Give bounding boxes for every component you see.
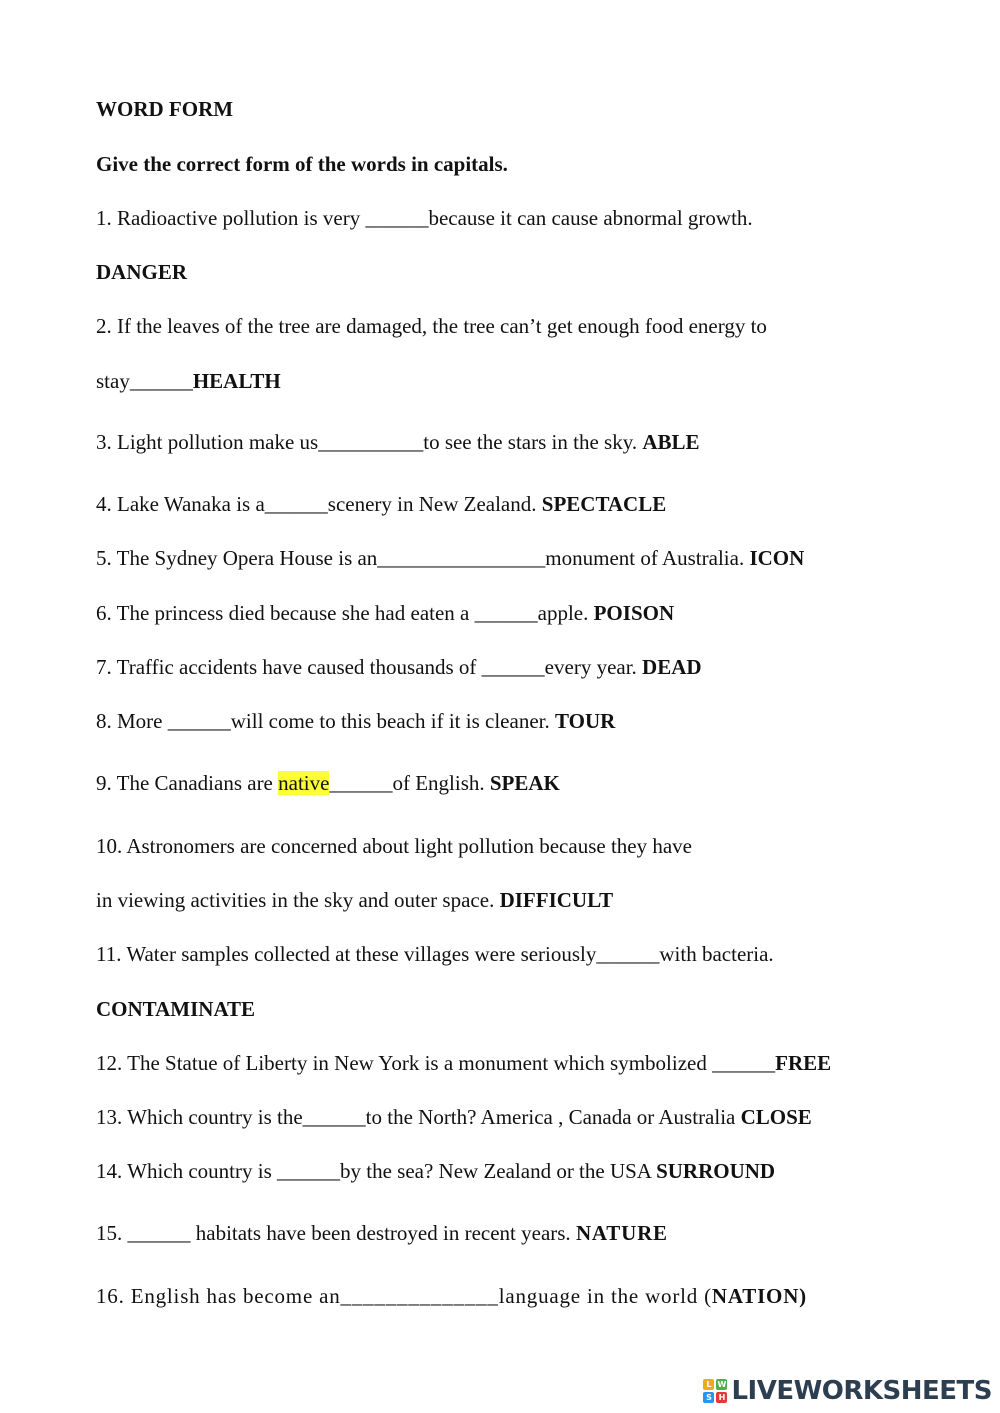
question-14-text: 14. Which country is ______by the sea? New Zealand or the USA (96, 1159, 657, 1183)
question-7-word: DEAD (642, 655, 702, 679)
question-2: 2. If the leaves of the tree are damaged, the tree can’t get enough food energy to (96, 314, 767, 338)
question-7 (96, 654, 702, 680)
question-4-text: 4. Lake Wanaka is a______scenery in New Zealand. (96, 492, 542, 516)
brand-name: LIVEWORKSHEETS (731, 1376, 992, 1406)
question-6 (96, 600, 674, 626)
question-10-continued (96, 887, 613, 913)
question-9 (96, 770, 560, 796)
question-5-text: 5. The Sydney Opera House is an________________monument of Australia. (96, 546, 750, 570)
question-8-word: TOUR (554, 709, 616, 733)
question-12-text: 12. The Statue of Liberty in New York is a monument which symbolized ______ (96, 1051, 776, 1075)
question-10-word: DIFFICULT (499, 888, 614, 912)
question-1: 1. Radioactive pollution is very ______because it can cause abnormal growth. (96, 206, 753, 230)
logo-tile-1: L (703, 1379, 714, 1390)
instruction: Give the correct form of the words in capitals. (96, 152, 508, 176)
question-14-word: SURROUND (656, 1159, 776, 1183)
question-12-word: FREE (775, 1051, 832, 1075)
question-8 (96, 708, 615, 734)
question-3 (96, 429, 700, 455)
question-5 (96, 545, 804, 571)
liveworksheets-logo-icon (703, 1379, 727, 1403)
question-9-word: SPEAK (489, 771, 560, 795)
question-6-word: POISON (593, 601, 675, 625)
question-9-blank: ______of English. (329, 771, 490, 795)
question-13-text: 13. Which country is the______to the North? America , Canada or Australia (96, 1105, 741, 1129)
question-7-text: 7. Traffic accidents have caused thousands of ______every year. (96, 655, 643, 679)
question-2-word: HEALTH (192, 369, 281, 393)
question-3-text: 3. Light pollution make us__________to see the stars in the sky. (96, 430, 643, 454)
question-15-text: 15. ______ habitats have been destroyed in recent years. (96, 1221, 576, 1245)
question-16-word: NATION) (711, 1284, 807, 1308)
question-2-blank: stay______ (96, 369, 193, 393)
question-5-word: ICON (749, 546, 805, 570)
question-16-text: 16. English has become an______________language in the world ( (96, 1284, 712, 1308)
question-4-word: SPECTACLE (541, 492, 667, 516)
page-title: WORD FORM (96, 97, 234, 121)
logo-tile-3: S (703, 1392, 714, 1403)
question-16 (96, 1283, 807, 1309)
question-15 (96, 1220, 668, 1246)
question-15-word: NATURE (575, 1221, 668, 1245)
question-1-word: DANGER (96, 260, 188, 284)
question-12 (96, 1050, 831, 1076)
question-14 (96, 1158, 775, 1184)
question-11: 11. Water samples collected at these villages were seriously______with bacteria. (96, 942, 774, 966)
liveworksheets-watermark (703, 1376, 992, 1406)
question-13-word: CLOSE (740, 1105, 812, 1129)
question-10: 10. Astronomers are concerned about light pollution because they have (96, 834, 692, 858)
question-8-text: 8. More ______will come to this beach if it is cleaner. (96, 709, 555, 733)
logo-tile-4: H (716, 1392, 727, 1403)
question-10-text: in viewing activities in the sky and outer space. (96, 888, 500, 912)
question-13 (96, 1104, 812, 1130)
question-2-continued (96, 368, 281, 394)
question-6-text: 6. The princess died because she had eaten a ______apple. (96, 601, 594, 625)
question-11-word: CONTAMINATE (96, 997, 256, 1021)
question-3-word: ABLE (642, 430, 700, 454)
question-4 (96, 491, 666, 517)
question-9-answer[interactable]: native (278, 771, 330, 795)
question-9-text: 9. The Canadians are (96, 771, 279, 795)
logo-tile-2: W (717, 1380, 727, 1389)
